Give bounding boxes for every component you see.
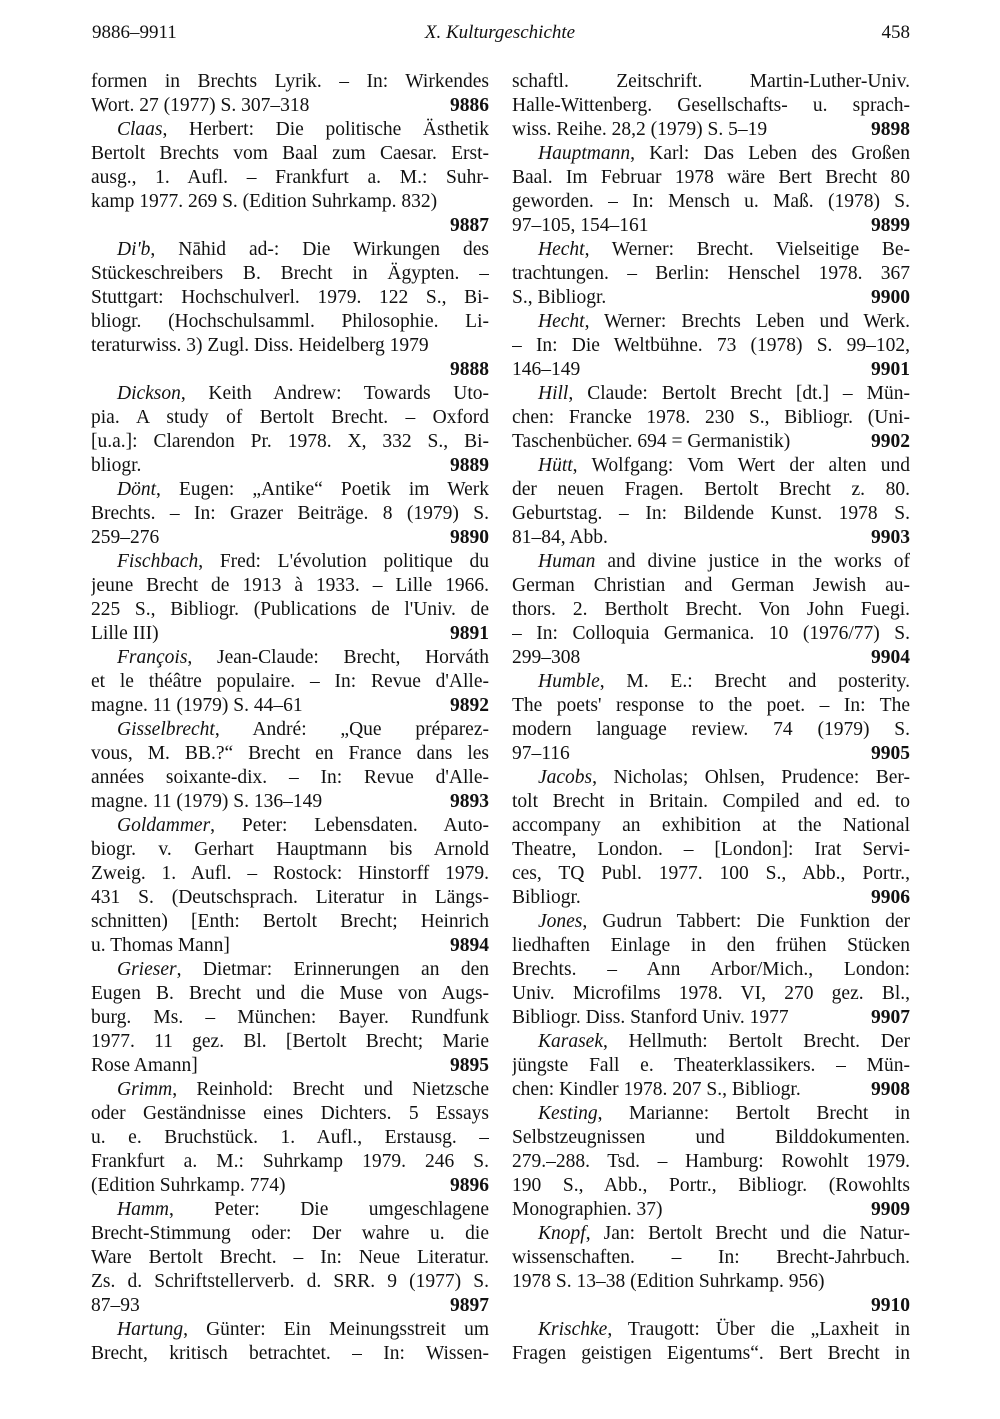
entry-text: Bibliogr. Diss. Stanford Univ. 1977: [512, 1007, 789, 1028]
entry-text: , Gudrun Tabbert: Die Funktion der: [582, 911, 910, 932]
bibliography-line: [91, 1294, 489, 1318]
bibliography-line: [91, 1270, 489, 1294]
entry-text: and divine justice in the works of: [595, 551, 910, 572]
author-surname: Claas: [117, 119, 163, 140]
entry-text: , Fred: L'évolution politique du: [198, 551, 489, 572]
author-surname: Di'b: [117, 239, 151, 260]
entry-text: Theatre, London. – [London]: Irat Servi-: [512, 839, 910, 860]
bibliography-line: [512, 982, 910, 1006]
bibliography-line: [91, 694, 489, 718]
author-surname: Goldammer: [117, 815, 211, 836]
bibliography-line: [91, 1342, 489, 1366]
bibliography-line: [91, 622, 489, 646]
bibliography-line: [91, 118, 489, 142]
entry-text: formen in Brechts Lyrik. – In: Wirkendes: [91, 71, 489, 92]
bibliography-line: [512, 790, 910, 814]
bibliography-line: [91, 958, 489, 982]
bibliography-line: [91, 334, 489, 358]
entry-text: Zweig. 1. Aufl. – Rostock: Hinstorff 1979.: [91, 863, 489, 884]
bibliography-line: [91, 1174, 489, 1198]
entry-text: S., Bibliogr.: [512, 287, 607, 308]
bibliography-line: [512, 910, 910, 934]
entry-text: The poets' response to the poet. – In: The: [512, 695, 910, 716]
entry-text: burg. Ms. – München: Bayer. Rundfunk: [91, 1007, 489, 1028]
bibliography-line: [512, 382, 910, 406]
entry-text: , André: „Que préparez-: [214, 719, 489, 740]
bibliography-line: [91, 1030, 489, 1054]
bibliography-line: [512, 1030, 910, 1054]
entry-number: 9907: [871, 1007, 910, 1028]
entry-text: magne. 11 (1979) S. 44–61: [91, 695, 303, 716]
bibliography-line: [512, 166, 910, 190]
bibliography-line: [512, 190, 910, 214]
author-surname: Karasek: [538, 1031, 603, 1052]
entry-text: chen: Kindler 1978. 207 S., Bibliogr.: [512, 1079, 801, 1100]
bibliography-line: [512, 958, 910, 982]
entry-text: German Christian and German Jewish au-: [512, 575, 910, 596]
bibliography-line: [512, 502, 910, 526]
bibliography-line: [91, 1126, 489, 1150]
entry-text: wissenschaften. – In: Brecht-Jahrbuch.: [512, 1247, 910, 1268]
author-surname: Hecht: [538, 239, 585, 260]
bibliography-line: [512, 1054, 910, 1078]
entry-text: Rose Amann]: [91, 1055, 198, 1076]
entry-text: Brecht-Stimmung oder: Der wahre u. die: [91, 1223, 489, 1244]
entry-number: 9909: [871, 1199, 910, 1220]
author-surname: Hartung: [117, 1319, 184, 1340]
entry-number: 9893: [450, 791, 489, 812]
entry-text: trachtungen. – Berlin: Henschel 1978. 367: [512, 263, 910, 284]
bibliography-line: [91, 1078, 489, 1102]
entry-number: 9889: [450, 455, 489, 476]
entry-text: Brechts. – Ann Arbor/Mich., London:: [512, 959, 910, 980]
entry-number: 9908: [871, 1079, 910, 1100]
entry-text: Selbstzeugnissen und Bilddokumenten.: [512, 1127, 910, 1148]
bibliography-line: [91, 478, 489, 502]
bibliography-line: [91, 526, 489, 550]
entry-text: accompany an exhibition at the National: [512, 815, 910, 836]
bibliography-line: [91, 1006, 489, 1030]
bibliography-line: [91, 790, 489, 814]
entry-text: 87–93: [91, 1295, 140, 1316]
bibliography-line: [91, 550, 489, 574]
entry-text: ces, TQ Publ. 1977. 100 S., Abb., Portr.,: [512, 863, 910, 884]
entry-text: 146–149: [512, 359, 581, 380]
entry-number: 9895: [450, 1055, 489, 1076]
entry-text: Brecht, kritisch betrachtet. – In: Wissen-: [91, 1343, 489, 1364]
bibliography-line: [91, 430, 489, 454]
bibliography-line: [512, 1126, 910, 1150]
entry-text: Fragen geistigen Eigentums“. Bert Brecht in: [512, 1343, 910, 1364]
bibliography-line: [512, 1246, 910, 1270]
entry-text: liedhaften Einlage in den frühen Stücken: [512, 935, 910, 956]
bibliography-line: [512, 334, 910, 358]
author-surname: Krischke: [538, 1319, 608, 1340]
entry-text: [u.a.]: Clarendon Pr. 1978. X, 332 S., Bi-: [91, 431, 489, 452]
entry-text: , Peter: Lebensdaten. Auto-: [210, 815, 489, 836]
bibliography-line: [512, 574, 910, 598]
entry-text: Frankfurt a. M.: Suhrkamp 1979. 246 S.: [91, 1151, 489, 1172]
entry-number: 9903: [871, 527, 910, 548]
author-surname: Hütt: [538, 455, 573, 476]
bibliography-line: [91, 646, 489, 670]
entry-text: tolt Brecht in Britain. Compiled and ed. to: [512, 791, 910, 812]
entry-text: bliogr.: [91, 455, 142, 476]
bibliography-line: [512, 766, 910, 790]
bibliography-line: [512, 358, 910, 382]
entry-text: biogr. v. Gerhart Hauptmann bis Arnold: [91, 839, 489, 860]
entry-text: chen: Francke 1978. 230 S., Bibliogr. (Uni-: [512, 407, 910, 428]
bibliography-line: [512, 286, 910, 310]
bibliography-line: [512, 670, 910, 694]
entry-text: , Claude: Bertolt Brecht [dt.] – Mün-: [568, 383, 910, 404]
bibliography-line: [512, 430, 910, 454]
bibliography-line: [91, 718, 489, 742]
entry-number: 9910: [871, 1295, 910, 1316]
bibliography-line: [91, 574, 489, 598]
entry-text: jüngste Fall e. Theaterklassikers. – Mün-: [512, 1055, 910, 1076]
bibliography-line: [512, 1102, 910, 1126]
bibliography-line: [512, 814, 910, 838]
bibliography-line: [512, 694, 910, 718]
entry-text: , Marianne: Bertolt Brecht in: [597, 1103, 910, 1124]
entry-text: vous, M. BB.?“ Brecht en France dans les: [91, 743, 489, 764]
entry-text: Halle-Wittenberg. Gesellschafts- u. sprach-: [512, 95, 910, 116]
bibliography-line: [91, 1222, 489, 1246]
entry-text: 259–276: [91, 527, 160, 548]
bibliography-line: [91, 382, 489, 406]
entry-text: 97–116: [512, 743, 570, 764]
bibliography-line: [91, 598, 489, 622]
entry-number: 9905: [871, 743, 910, 764]
bibliography-line: [512, 862, 910, 886]
entry-text: , Günter: Ein Meinungsstreit um: [183, 1319, 489, 1340]
bibliography-line: [91, 1318, 489, 1342]
entry-text: années soixante-dix. – In: Revue d'Alle-: [91, 767, 489, 788]
bibliography-line: [512, 142, 910, 166]
author-surname: Jacobs: [538, 767, 593, 788]
bibliography-line: [512, 478, 910, 502]
entry-text: Stuttgart: Hochschulverl. 1979. 122 S., Bi-: [91, 287, 489, 308]
bibliography-line: [512, 934, 910, 958]
entry-text: u. Thomas Mann]: [91, 935, 230, 956]
bibliography-line: [91, 1198, 489, 1222]
entry-text: – In: Die Weltbühne. 73 (1978) S. 99–102,: [512, 335, 910, 356]
entry-text: u. e. Bruchstück. 1. Aufl., Erstausg. –: [91, 1127, 489, 1148]
bibliography-line: [512, 1318, 910, 1342]
bibliography-line: [91, 286, 489, 310]
entry-text: Wort. 27 (1977) S. 307–318: [91, 95, 310, 116]
bibliography-line: [91, 934, 489, 958]
bibliography-line: [91, 454, 489, 478]
entry-text: et le théâtre populaire. – In: Revue d'Alle-: [91, 671, 489, 692]
bibliography-line: [512, 1198, 910, 1222]
right-column: [512, 70, 910, 1366]
entry-text: Bibliogr.: [512, 887, 581, 908]
author-surname: Humble: [538, 671, 600, 692]
bibliography-line: [512, 742, 910, 766]
bibliography-line: [91, 886, 489, 910]
entry-text: , Nicholas; Ohlsen, Prudence: Ber-: [592, 767, 910, 788]
bibliography-line: [91, 358, 489, 382]
bibliography-line: [91, 814, 489, 838]
bibliography-line: [91, 406, 489, 430]
bibliography-line: [512, 214, 910, 238]
entry-text: , Reinhold: Brecht und Nietzsche: [172, 1079, 489, 1100]
bibliography-line: [512, 406, 910, 430]
author-surname: Hamm: [117, 1199, 169, 1220]
bibliography-line: [512, 526, 910, 550]
entry-text: Eugen B. Brecht und die Muse von Augs-: [91, 983, 489, 1004]
bibliography-line: [91, 214, 489, 238]
bibliography-line: [512, 646, 910, 670]
bibliography-line: [91, 766, 489, 790]
entry-text: , Eugen: „Antike“ Poetik im Werk: [156, 479, 489, 500]
entry-text: Univ. Microfilms 1978. VI, 270 gez. Bl.,: [512, 983, 910, 1004]
bibliography-line: [91, 838, 489, 862]
author-surname: Jones: [538, 911, 583, 932]
bibliography-line: [512, 550, 910, 574]
entry-text: kamp 1977. 269 S. (Edition Suhrkamp. 832): [91, 191, 438, 212]
author-surname: Dickson: [117, 383, 181, 404]
bibliography-line: [91, 1054, 489, 1078]
bibliography-line: [512, 454, 910, 478]
entry-text: , Jean-Claude: Brecht, Horváth: [187, 647, 489, 668]
entry-number: 9892: [450, 695, 489, 716]
entry-text: oder Geständnisse eines Dichters. 5 Essays: [91, 1103, 489, 1124]
bibliography-line: [512, 1174, 910, 1198]
entry-text: Taschenbücher. 694 = Germanistik): [512, 431, 791, 452]
bibliography-line: [91, 190, 489, 214]
entry-number: 9887: [450, 215, 489, 236]
entry-text: – In: Colloquia Germanica. 10 (1976/77) S.: [512, 623, 910, 644]
author-surname: Human: [538, 551, 596, 572]
entry-text: schaftl. Zeitschrift. Martin-Luther-Univ.: [512, 71, 910, 92]
author-surname: Knopf: [538, 1223, 586, 1244]
entry-text: jeune Brecht de 1913 à 1933. – Lille 1966.: [91, 575, 489, 596]
entry-text: 81–84, Abb.: [512, 527, 608, 548]
entry-text: , Werner: Brecht. Vielseitige Be-: [584, 239, 910, 260]
header-page-number: 458: [881, 22, 910, 43]
bibliography-line: [512, 598, 910, 622]
author-surname: Fischbach: [117, 551, 199, 572]
entry-number: 9896: [450, 1175, 489, 1196]
author-surname: Gisselbrecht: [117, 719, 215, 740]
entry-text: teraturwiss. 3) Zugl. Diss. Heidelberg 1979: [91, 335, 429, 356]
entry-text: , Herbert: Die politische Ästhetik: [162, 119, 489, 140]
entry-number: 9886: [450, 95, 489, 116]
author-surname: Hecht: [538, 311, 585, 332]
bibliography-line: [512, 94, 910, 118]
entry-number: 9888: [450, 359, 489, 380]
entry-text: Zs. d. Schriftstellerverb. d. SRR. 9 (1977) S.: [91, 1271, 489, 1292]
entry-number: 9899: [871, 215, 910, 236]
bibliography-line: [91, 862, 489, 886]
entry-number: 9902: [871, 431, 910, 452]
entry-text: , Wolfgang: Vom Wert der alten und: [572, 455, 910, 476]
header-entry-range: 9886–9911: [92, 22, 177, 43]
bibliography-line: [91, 142, 489, 166]
bibliography-line: [512, 622, 910, 646]
bibliography-line: [512, 838, 910, 862]
entry-text: schnitten) [Enth: Bertolt Brecht; Heinrich: [91, 911, 489, 932]
entry-text: ausg., 1. Aufl. – Frankfurt a. M.: Suhr-: [91, 167, 489, 188]
bibliography-line: [91, 670, 489, 694]
entry-text: magne. 11 (1979) S. 136–149: [91, 791, 323, 812]
entry-text: Baal. Im Februar 1978 wäre Bert Brecht 80: [512, 167, 910, 188]
entry-text: Monographien. 37): [512, 1199, 663, 1220]
entry-text: der neuen Fragen. Bertolt Brecht z. 80.: [512, 479, 910, 500]
bibliography-line: [512, 310, 910, 334]
bibliography-line: [512, 1342, 910, 1366]
bibliography-line: [91, 1150, 489, 1174]
bibliography-line: [512, 1294, 910, 1318]
bibliography-line: [91, 502, 489, 526]
author-surname: Grieser: [117, 959, 177, 980]
entry-number: 9890: [450, 527, 489, 548]
entry-text: , Karl: Das Leben des Großen: [630, 143, 910, 164]
entry-text: , M. E.: Brecht and posterity.: [599, 671, 910, 692]
entry-number: 9906: [871, 887, 910, 908]
entry-text: Brechts. – In: Grazer Beiträge. 8 (1979) S.: [91, 503, 489, 524]
bibliography-line: [512, 1078, 910, 1102]
bibliography-line: [512, 238, 910, 262]
entry-text: Ware Bertolt Brecht. – In: Neue Literatur.: [91, 1247, 489, 1268]
entry-text: 279.–288. Tsd. – Hamburg: Rowohlt 1979.: [512, 1151, 910, 1172]
author-surname: François: [117, 647, 188, 668]
entry-text: Stückeschreibers B. Brecht in Ägypten. –: [91, 263, 489, 284]
bibliography-line: [512, 262, 910, 286]
entry-text: pia. A study of Bertolt Brecht. – Oxford: [91, 407, 489, 428]
entry-text: , Jan: Bertolt Brecht und die Natur-: [585, 1223, 910, 1244]
left-column: [91, 70, 489, 1366]
entry-number: 9891: [450, 623, 489, 644]
header-section-title: X. Kulturgeschichte: [424, 22, 576, 43]
entry-text: , Hellmuth: Bertolt Brecht. Der: [603, 1031, 910, 1052]
bibliography-line: [512, 1270, 910, 1294]
bibliography-line: [91, 982, 489, 1006]
entry-text: 299–308: [512, 647, 581, 668]
entry-text: 1977. 11 gez. Bl. [Bertolt Brecht; Marie: [91, 1031, 489, 1052]
entry-number: 9904: [871, 647, 910, 668]
bibliography-line: [91, 70, 489, 94]
entry-text: 1978 S. 13–38 (Edition Suhrkamp. 956): [512, 1271, 825, 1292]
entry-text: 97–105, 154–161: [512, 215, 649, 236]
bibliography-line: [91, 742, 489, 766]
bibliography-line: [512, 1222, 910, 1246]
author-surname: Hauptmann: [538, 143, 631, 164]
bibliography-line: [512, 886, 910, 910]
bibliography-line: [512, 1150, 910, 1174]
author-surname: Kesting: [538, 1103, 598, 1124]
entry-text: 431 S. (Deutschsprach. Literatur in Längs-: [91, 887, 489, 908]
bibliography-line: [91, 910, 489, 934]
bibliography-line: [91, 310, 489, 334]
bibliography-line: [91, 1102, 489, 1126]
bibliography-line: [91, 238, 489, 262]
entry-text: , Keith Andrew: Towards Uto-: [180, 383, 489, 404]
bibliography-line: [91, 94, 489, 118]
author-surname: Dönt: [117, 479, 156, 500]
bibliography-line: [91, 262, 489, 286]
bibliography-line: [91, 166, 489, 190]
entry-text: 225 S., Bibliogr. (Publications de l'Univ. de: [91, 599, 489, 620]
entry-number: 9901: [871, 359, 910, 380]
entry-text: geworden. – In: Mensch u. Maß. (1978) S.: [512, 191, 910, 212]
entry-text: Geburtstag. – In: Bildende Kunst. 1978 S.: [512, 503, 910, 524]
entry-number: 9897: [450, 1295, 489, 1316]
author-surname: Grimm: [117, 1079, 173, 1100]
entry-text: thors. 2. Bertholt Brecht. Von John Fuegi.: [512, 599, 910, 620]
entry-number: 9900: [871, 287, 910, 308]
entry-text: wiss. Reihe. 28,2 (1979) S. 5–19: [512, 119, 768, 140]
entry-text: , Dietmar: Erinnerungen an den: [176, 959, 489, 980]
entry-number: 9898: [871, 119, 910, 140]
bibliography-line: [512, 718, 910, 742]
entry-text: Bertolt Brechts vom Baal zum Caesar. Erst-: [91, 143, 489, 164]
entry-text: , Peter: Die umgeschlagene: [169, 1199, 489, 1220]
entry-number: 9894: [450, 935, 489, 956]
entry-text: bliogr. (Hochschulsamml. Philosophie. Li-: [91, 311, 489, 332]
bibliography-line: [512, 118, 910, 142]
entry-text: modern language review. 74 (1979) S.: [512, 719, 910, 740]
entry-text: Lille III): [91, 623, 159, 644]
entry-text: (Edition Suhrkamp. 774): [91, 1175, 286, 1196]
entry-text: , Traugott: Über die „Laxheit in: [607, 1319, 910, 1340]
entry-text: , Nāhid ad-: Die Wirkungen des: [150, 239, 489, 260]
author-surname: Hill: [538, 383, 569, 404]
bibliography-line: [91, 1246, 489, 1270]
bibliography-line: [512, 70, 910, 94]
entry-text: 190 S., Abb., Portr., Bibliogr. (Rowohlts: [512, 1175, 910, 1196]
bibliography-line: [512, 1006, 910, 1030]
entry-text: , Werner: Brechts Leben und Werk.: [584, 311, 910, 332]
